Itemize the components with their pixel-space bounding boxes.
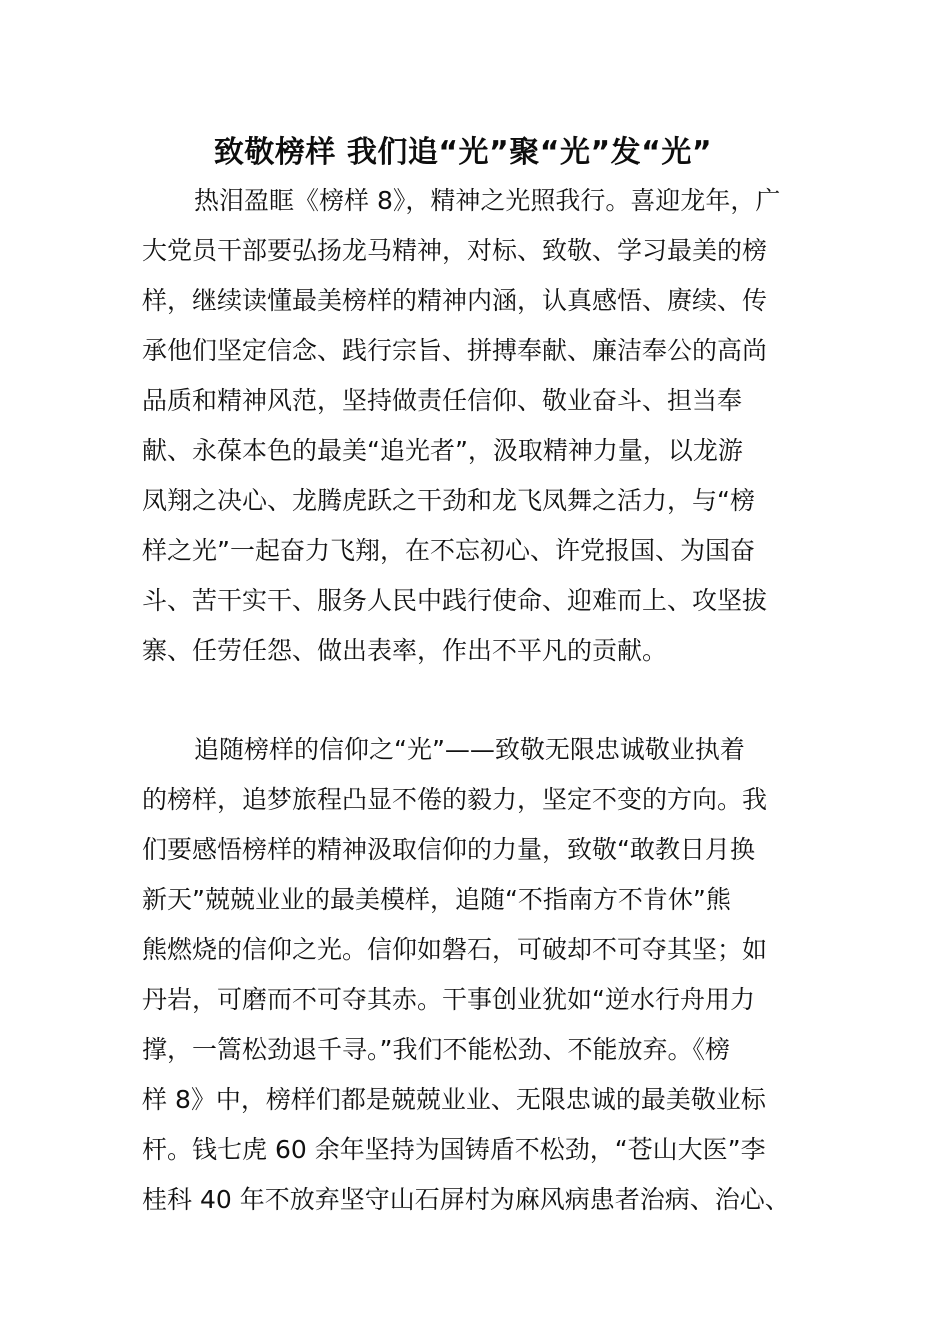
paragraph-line: 丹岩，可磨而不可夺其赤。干事创业犹如“逆水行舟用力 bbox=[142, 985, 755, 1014]
paragraph-line: 的榜样，追梦旅程凸显不倦的毅力，坚定不变的方向。我 bbox=[142, 785, 768, 814]
paragraph-line: 追随榜样的信仰之“光”——致敬无限忠诚敬业执着 bbox=[194, 735, 745, 764]
paragraph-line: 凤翔之决心、龙腾虎跃之干劲和龙飞凤舞之活力，与“榜 bbox=[142, 486, 755, 515]
paragraph-line: 样，继续读懂最美榜样的精神内涵，认真感悟、赓续、传 bbox=[142, 286, 768, 315]
paragraph-1 bbox=[142, 176, 806, 676]
paragraph-line: 大党员干部要弘扬龙马精神，对标、致敬、学习最美的榜 bbox=[142, 236, 768, 265]
paragraph-line: 杆。钱七虎 60 余年坚持为国铸盾不松劲，“苍山大医”李 bbox=[142, 1135, 766, 1164]
paragraph-line: 熊燃烧的信仰之光。信仰如磐石，可破却不可夺其坚；如 bbox=[142, 935, 768, 964]
paragraph-2 bbox=[142, 725, 806, 1225]
paragraph-line: 样 8》中，榜样们都是兢兢业业、无限忠诚的最美敬业标 bbox=[142, 1085, 766, 1114]
document-title: 致敬榜样 我们追“光”聚“光”发“光” bbox=[213, 135, 713, 170]
paragraph-line: 斗、苦干实干、服务人民中践行使命、迎难而上、攻坚拔 bbox=[142, 586, 768, 615]
paragraph-line: 们要感悟榜样的精神汲取信仰的力量，致敬“敢教日月换 bbox=[142, 835, 755, 864]
paragraph-line: 撑，一篙松劲退千寻。”我们不能松劲、不能放弃。《榜 bbox=[142, 1035, 730, 1064]
paragraph-line: 样之光”一起奋力飞翔，在不忘初心、许党报国、为国奋 bbox=[142, 536, 755, 565]
paragraph-line: 献、永葆本色的最美“追光者”，汲取精神力量，以龙游 bbox=[142, 436, 743, 465]
paragraph-line: 承他们坚定信念、践行宗旨、拼搏奉献、廉洁奉公的高尚 bbox=[142, 336, 768, 365]
paragraph-line: 热泪盈眶《榜样 8》，精神之光照我行。喜迎龙年，广 bbox=[194, 186, 781, 215]
paragraph-line: 新天”兢兢业业的最美模样，追随“不指南方不肯休”熊 bbox=[142, 885, 731, 914]
paragraph-line: 桂科 40 年不放弃坚守山石屏村为麻风病患者治病、治心、 bbox=[142, 1185, 790, 1214]
paragraph-line: 寨、任劳任怨、做出表率，作出不平凡的贡献。 bbox=[142, 636, 668, 665]
paragraph-line: 品质和精神风范，坚持做责任信仰、敬业奋斗、担当奉 bbox=[142, 386, 743, 415]
